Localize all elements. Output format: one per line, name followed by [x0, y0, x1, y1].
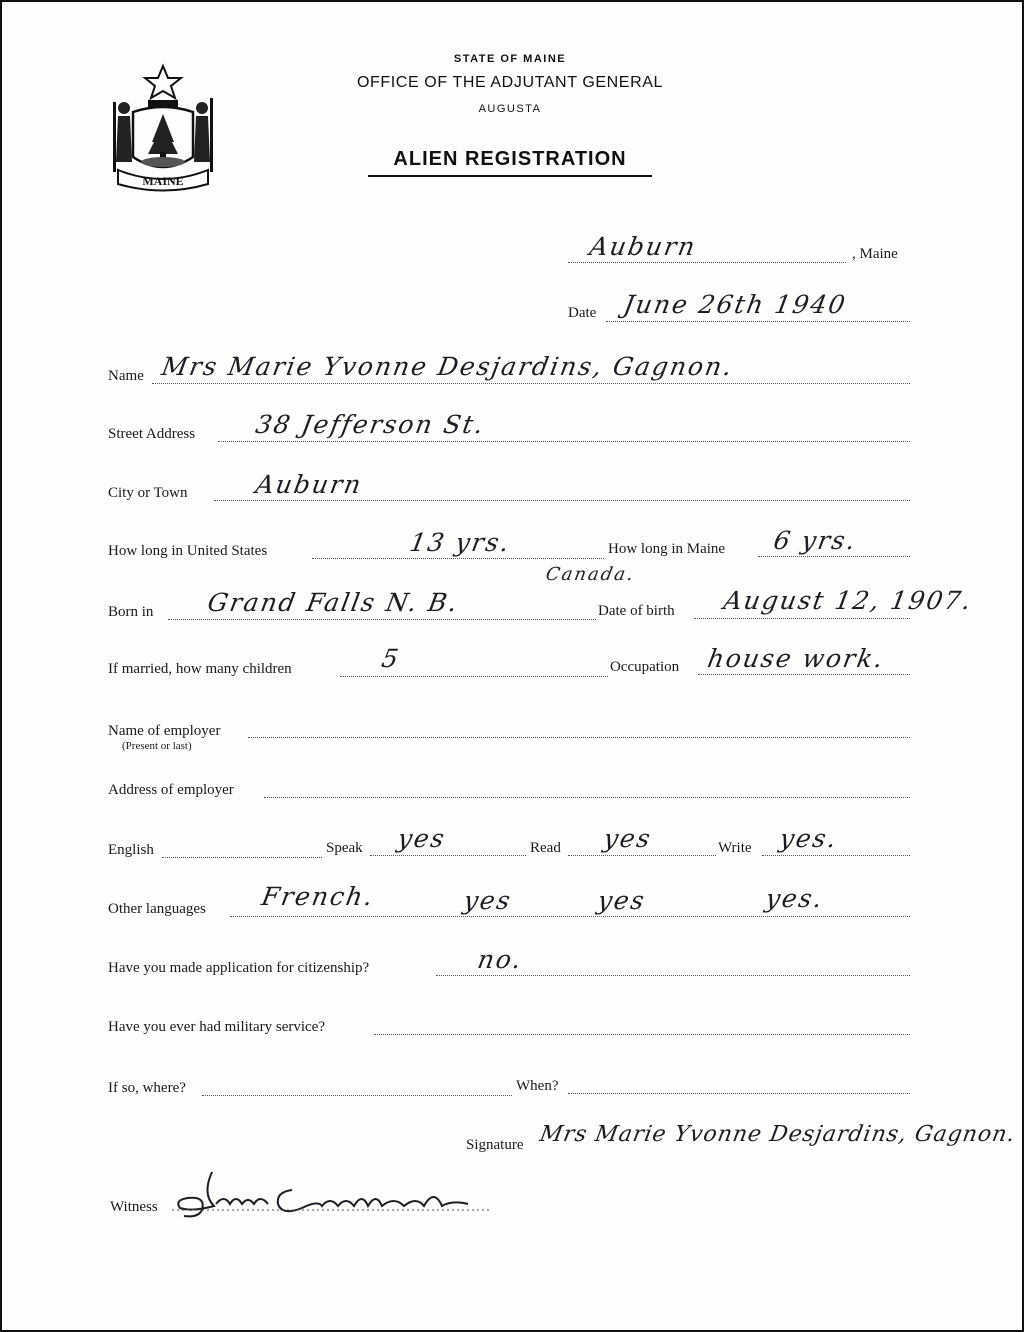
- english-write-value: yes.: [777, 824, 841, 853]
- place-suffix: , Maine: [852, 246, 898, 262]
- title-underline: [368, 175, 652, 177]
- how-long-maine-line: [758, 556, 910, 557]
- signature-label: Signature: [466, 1137, 524, 1153]
- date-label: Date: [568, 305, 597, 321]
- born-in-value: Grand Falls N. B.: [205, 588, 462, 617]
- date-line: [606, 321, 910, 322]
- when-line: [568, 1093, 910, 1094]
- witness-label: Witness: [110, 1199, 158, 1215]
- place-value: Auburn: [587, 232, 699, 261]
- employer-name-line: [248, 737, 910, 738]
- employer-name-label: Name of employer: [108, 723, 221, 739]
- occupation-value: house work.: [705, 644, 887, 673]
- write-label: Write: [718, 840, 752, 856]
- signature-value: Mrs Marie Yvonne Desjardins, Gagnon.: [537, 1122, 1018, 1147]
- speak-label: Speak: [326, 840, 363, 856]
- how-long-us-value: 13 yrs.: [407, 528, 514, 557]
- other-read-value: yes: [595, 886, 649, 915]
- employer-address-line: [264, 797, 910, 798]
- date-value: June 26th 1940: [621, 290, 850, 319]
- how-long-maine-value: 6 yrs.: [771, 526, 860, 555]
- city-value: Auburn: [253, 470, 365, 499]
- where-line: [202, 1095, 512, 1096]
- name-value: Mrs Marie Yvonne Desjardins, Gagnon.: [159, 352, 736, 381]
- name-label: Name: [108, 368, 144, 384]
- how-long-maine-label: How long in Maine: [608, 541, 726, 557]
- born-in-country-note: Canada.: [544, 564, 637, 585]
- write-line: [762, 855, 910, 856]
- dob-label: Date of birth: [598, 603, 675, 619]
- how-long-us-label: How long in United States: [108, 543, 268, 559]
- other-speak-value: yes: [461, 886, 515, 915]
- read-line: [568, 855, 716, 856]
- how-long-us-line: [312, 558, 604, 559]
- street-address-value: 38 Jefferson St.: [253, 410, 488, 439]
- form-title: ALIEN REGISTRATION: [393, 148, 627, 170]
- city-heading: AUGUSTA: [478, 103, 542, 115]
- office-heading: OFFICE OF THE ADJUTANT GENERAL: [356, 74, 664, 91]
- place-line: [568, 262, 846, 263]
- state-heading: STATE OF MAINE: [453, 53, 567, 65]
- street-address-label: Street Address: [108, 426, 196, 442]
- when-label: When?: [516, 1078, 559, 1094]
- born-in-line: [168, 619, 596, 620]
- name-line: [152, 383, 910, 384]
- english-speak-value: yes: [395, 824, 449, 853]
- english-label: English: [108, 842, 154, 858]
- other-languages-label: Other languages: [108, 901, 206, 917]
- witness-signature: [172, 1166, 502, 1226]
- city-label: City or Town: [108, 485, 188, 501]
- other-write-value: yes.: [763, 884, 827, 913]
- city-line: [214, 500, 910, 501]
- english-line: [162, 857, 322, 858]
- occupation-label: Occupation: [610, 659, 680, 675]
- where-label: If so, where?: [108, 1080, 186, 1096]
- street-address-line: [218, 441, 910, 442]
- other-languages-line: [230, 916, 910, 917]
- employer-name-sublabel: (Present or last): [122, 740, 192, 752]
- employer-address-label: Address of employer: [108, 782, 234, 798]
- maine-state-seal: [108, 62, 218, 192]
- occupation-line: [698, 674, 910, 675]
- citizenship-line: [436, 975, 910, 976]
- children-line: [340, 676, 608, 677]
- speak-line: [370, 855, 526, 856]
- english-read-value: yes: [601, 824, 655, 853]
- seal-motto: MAINE: [142, 174, 184, 188]
- citizenship-value: no.: [475, 945, 526, 974]
- children-value: 5: [379, 644, 403, 673]
- military-label: Have you ever had military service?: [108, 1019, 325, 1035]
- children-label: If married, how many children: [108, 661, 292, 677]
- military-line: [374, 1034, 910, 1035]
- citizenship-label: Have you made application for citizenship?: [108, 960, 370, 976]
- read-label: Read: [530, 840, 561, 856]
- dob-line: [694, 618, 910, 619]
- dob-value: August 12, 1907.: [721, 586, 975, 615]
- other-languages-value: French.: [259, 882, 377, 911]
- born-in-label: Born in: [108, 604, 154, 620]
